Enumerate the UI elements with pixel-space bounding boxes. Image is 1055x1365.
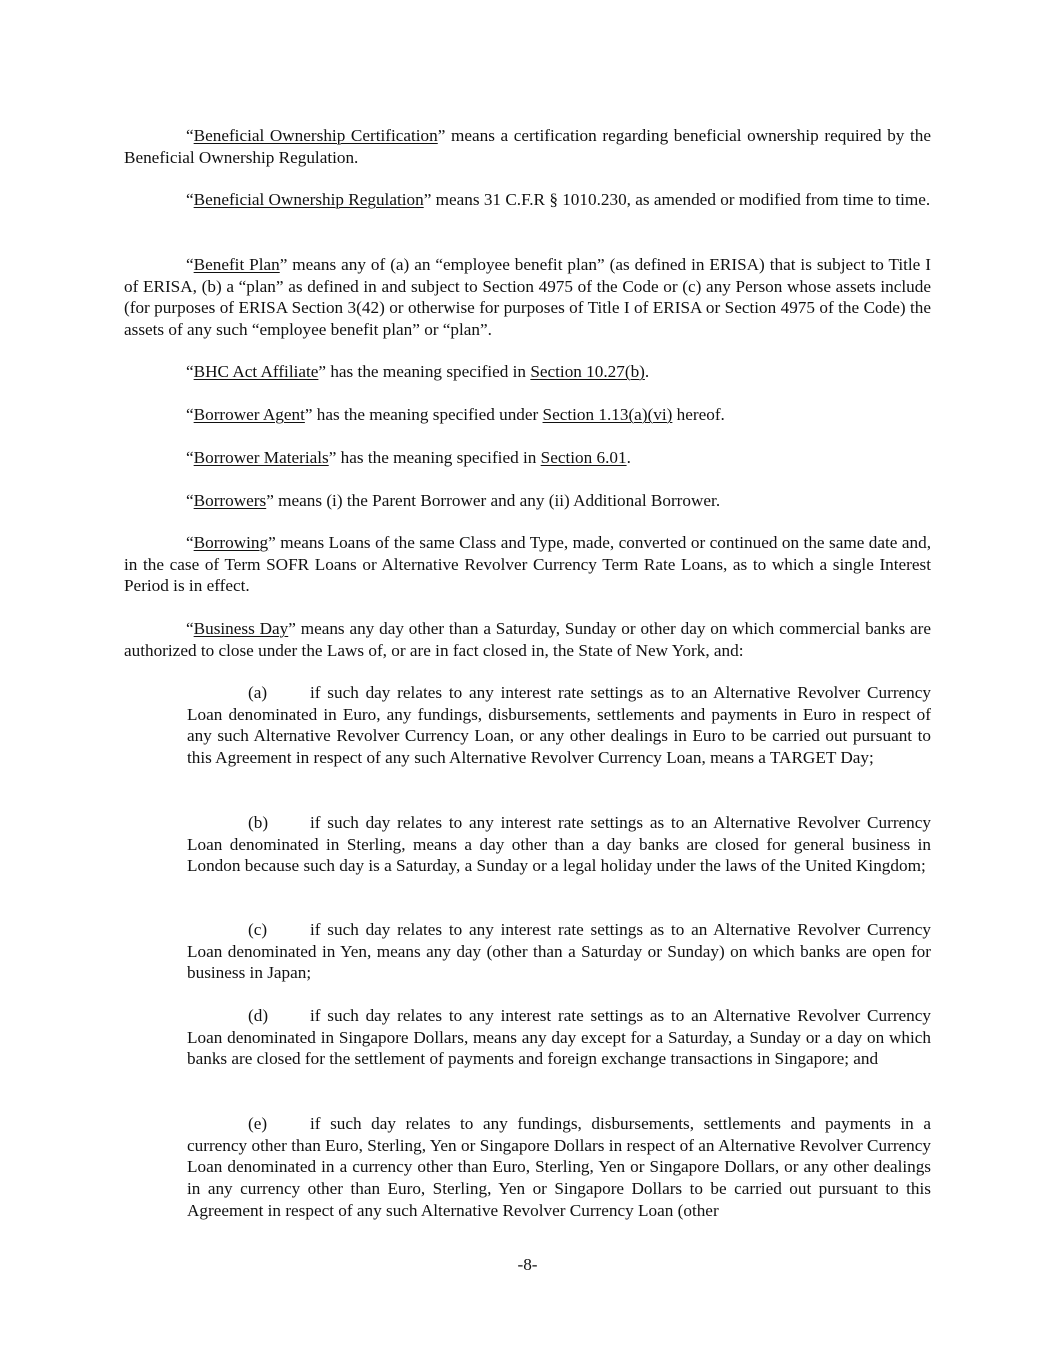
defined-term: Benefit Plan xyxy=(193,255,280,274)
definition-beneficial-ownership-certification: “Beneficial Ownership Certification” means a certification regarding beneficial ownership required by the Beneficial Ownership Regulation. xyxy=(124,126,931,167)
defined-term: BHC Act Affiliate xyxy=(193,362,319,381)
definition-benefit-plan: “Benefit Plan” means any of (a) an “employee benefit plan” (as defined in ERISA) that is subject to Title I of ERISA, (b) a “plan” as defined in and subject to Section 4975 of the Code or (c) any Person whose assets include (for purposes of ERISA Section 3(42) or otherwise for purposes of Title I of ERISA or Section 4975 of the Code) the assets of any such “employee benefit plan” or “plan”. xyxy=(124,255,931,340)
defined-term: Borrower Materials xyxy=(193,448,329,467)
subclause-d: (d) if such day relates to any interest rate settings as to an Alternative Revolver Currency Loan denominated in Singapore Dollars, means any day except for a Saturday, a Sunday or a day on which banks are closed for the settlement of payments and foreign exchange transactions in Singapore; and xyxy=(187,1006,931,1069)
defined-term: Borrower Agent xyxy=(193,405,305,424)
definition-borrower-materials: “Borrower Materials” has the meaning specified in Section 6.01. xyxy=(186,448,631,467)
subclause-c: (c) if such day relates to any interest rate settings as to an Alternative Revolver Currency Loan denominated in Yen, means any day (other than a Saturday or Sunday) on which banks are open for business in Japan; xyxy=(187,920,931,983)
subclause-a: (a) if such day relates to any interest rate settings as to an Alternative Revolver Currency Loan denominated in Euro, any fundings, disbursements, settlements and payments in Euro in respect of any such Alternative Revolver Currency Loan, or any other dealings in Euro to be carried out pursuant to this Agreement in respect of any such Alternative Revolver Currency Loan, means a TARGET Day; xyxy=(187,683,931,768)
defined-term: Borrowing xyxy=(193,533,269,552)
subclause-label: (d) xyxy=(248,1006,269,1025)
subclause-label: (b) xyxy=(248,813,269,832)
subclause-e: (e) if such day relates to any fundings, disbursements, settlements and payments in a currency other than Euro, Sterling, Yen or Singapore Dollars in respect of an Alternative Revolver Currency Loan denominated in a currency other than Euro, Sterling, Yen or Singapore Dollars, or any other dealings in any currency other than Euro, Sterling, Yen or Singapore Dollars to be carried out pursuant to this Agreement in respect of any such Alternative Revolver Currency Loan (other xyxy=(187,1114,931,1220)
definition-borrower-agent: “Borrower Agent” has the meaning specified under Section 1.13(a)(vi) hereof. xyxy=(186,405,725,424)
subclause-b: (b) if such day relates to any interest rate settings as to an Alternative Revolver Currency Loan denominated in Sterling, means a day other than a day banks are closed for general business in London because such day is a Saturday, a Sunday or a legal holiday under the laws of the United Kingdom; xyxy=(187,813,931,876)
section-reference: Section 1.13(a)(vi) xyxy=(542,405,673,424)
subclause-label: (c) xyxy=(248,920,268,939)
definition-beneficial-ownership-regulation: “Beneficial Ownership Regulation” means 31 C.F.R § 1010.230, as amended or modified from time to time. xyxy=(186,190,931,209)
defined-term: Beneficial Ownership Certification xyxy=(193,126,438,145)
definition-bhc-act-affiliate: “BHC Act Affiliate” has the meaning specified in Section 10.27(b). xyxy=(186,362,650,381)
definition-borrowing: “Borrowing” means Loans of the same Class and Type, made, converted or continued on the same date and, in the case of Term SOFR Loans or Alternative Revolver Currency Term Rate Loans, as to which a single Interest Period is in effect. xyxy=(124,533,931,596)
defined-term: Beneficial Ownership Regulation xyxy=(193,190,424,209)
page-number: -8- xyxy=(517,1255,538,1274)
section-reference: Section 10.27(b) xyxy=(530,362,645,381)
subclause-label: (e) xyxy=(248,1114,268,1133)
subclause-label: (a) xyxy=(248,683,268,702)
section-reference: Section 6.01 xyxy=(540,448,627,467)
defined-term: Business Day xyxy=(193,619,289,638)
defined-term: Borrowers xyxy=(193,491,267,510)
definition-business-day: “Business Day” means any day other than a Saturday, Sunday or other day on which commercial banks are authorized to close under the Laws of, or are in fact closed in, the State of New York, and: xyxy=(124,619,931,660)
definition-borrowers: “Borrowers” means (i) the Parent Borrower and any (ii) Additional Borrower. xyxy=(186,491,721,510)
